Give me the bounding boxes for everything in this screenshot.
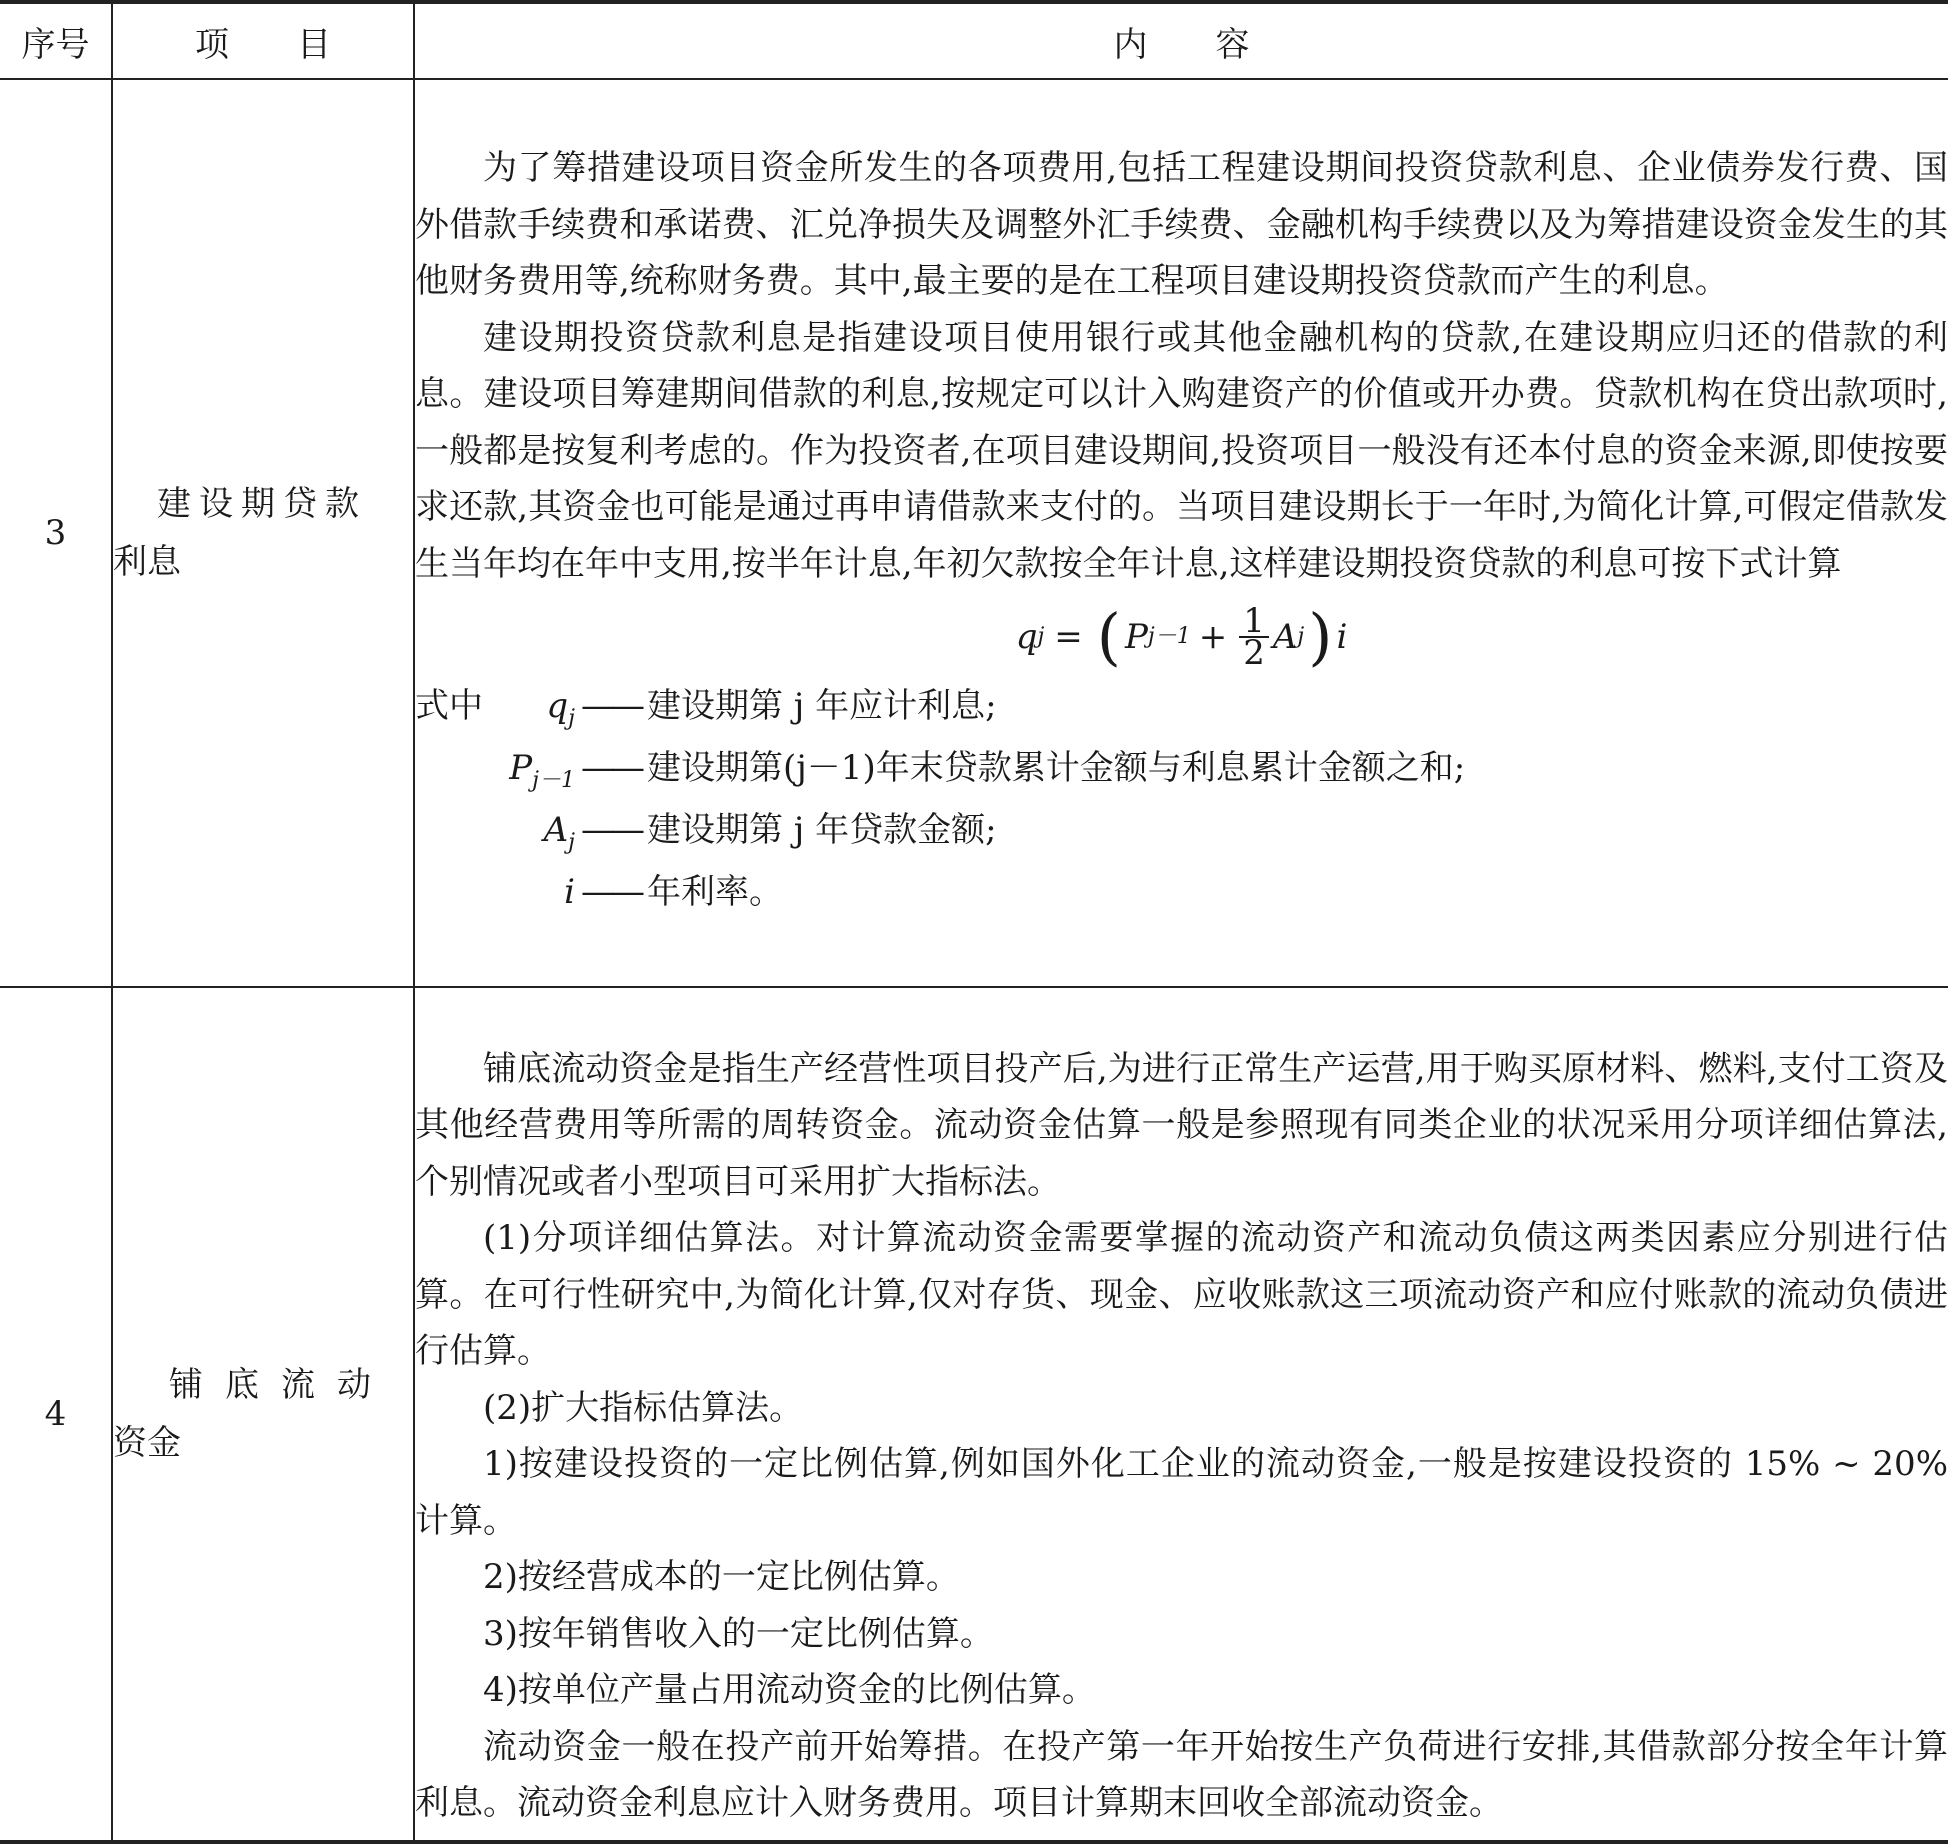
definition-item: [415, 678, 1948, 740]
table-row: [0, 79, 1948, 987]
content-paragraph: (1)分项详细估算法。对计算流动资金需要掌握的流动资产和流动负债这两类因素应分别进行估算。在可行性研究中,为简化计算,仅对存货、现金、应收账款这三项流动资产和应付账款的流动负债进行估算。: [415, 1218, 1948, 1371]
formula-a-sub: j: [1297, 623, 1305, 649]
def-symbol: $P_{j-1}$: [509, 748, 575, 793]
formula-frac-den: 2: [1243, 633, 1265, 673]
formula-p-sub: j－1: [1147, 623, 1191, 649]
formula-a: A: [1272, 616, 1298, 657]
def-symbol: i: [564, 872, 575, 912]
formula-paren-open: (: [1096, 600, 1121, 673]
row-item-line2: 利息: [113, 542, 181, 582]
header-item: 项 目: [112, 2, 414, 79]
content-paragraph: 建设期投资贷款利息是指建设项目使用银行或其他金融机构的贷款,在建设期应归还的借款的利息。建设项目筹建期间借款的利息,按规定可以计入购建资产的价值或开办费。贷款机构在贷出款项时,一般都是按复利考虑的。作为投资者,在项目建设期间,投资项目一般没有还本付息的资金来源,即使按要求还款,其资金也可能是通过再申请借款来支付的。当项目建设期长于一年时,为简化计算,可假定借款发生当年均在年中支用,按半年计息,年初欠款按全年计息,这样建设期投资贷款的利息可按下式计算: [415, 317, 1948, 584]
content-paragraph: 2)按经营成本的一定比例估算。: [483, 1557, 960, 1597]
def-dash: ——: [581, 748, 641, 788]
formula-p: P: [1124, 616, 1148, 657]
formula-lhs: q: [1015, 616, 1038, 657]
formula-paren-close: ): [1308, 600, 1333, 673]
def-text: 建设期第 j 年应计利息;: [647, 686, 997, 726]
formula-i: i: [1336, 616, 1348, 657]
def-dash: ——: [581, 810, 641, 850]
definition-item: [415, 864, 1948, 926]
content-paragraph: 1)按建设投资的一定比例估算,例如国外化工企业的流动资金,一般是按建设投资的 15% ~ 20% 计算。: [415, 1444, 1948, 1541]
row-item-line1: 铺底流动: [169, 1365, 393, 1405]
content-paragraph: 3)按年销售收入的一定比例估算。: [483, 1613, 994, 1654]
formula-plus: +: [1198, 616, 1228, 657]
def-dash: ——: [581, 686, 641, 726]
definition-item: [415, 740, 1948, 802]
interest-formula: [415, 602, 1948, 672]
formula-eq: =: [1054, 616, 1083, 657]
def-symbol: $A_j$: [543, 810, 575, 855]
def-text: 年利率。: [647, 872, 783, 912]
row-content: [414, 79, 1948, 987]
formula-fraction: [1239, 601, 1269, 673]
formula-frac-num: 1: [1239, 606, 1269, 638]
table-row: [0, 987, 1948, 1842]
content-paragraph: 4)按单位产量占用流动资金的比例估算。: [483, 1670, 1096, 1710]
def-text: 建设期第(j－1)年末贷款累计金额与利息累计金额之和;: [647, 748, 1466, 788]
def-dash: ——: [581, 872, 641, 912]
row-item: [112, 987, 414, 1842]
row-content: [414, 987, 1948, 1842]
content-paragraph: 流动资金一般在投产前开始筹措。在投产第一年开始按生产负荷进行安排,其借款部分按全年计算利息。流动资金利息应计入财务费用。项目计算期末回收全部流动资金。: [415, 1726, 1948, 1823]
content-paragraph: 为了筹措建设项目资金所发生的各项费用,包括工程建设期间投资贷款利息、企业债券发行费、国外借款手续费和承诺费、汇兑净损失及调整外汇手续费、金融机构手续费以及为筹措建设资金发生的其他财务费用等,统称财务费。其中,最主要的是在工程项目建设期投资贷款而产生的利息。: [415, 148, 1948, 301]
definition-item: [415, 802, 1948, 864]
formula-definitions: [415, 678, 1948, 926]
row-serial: 3: [0, 79, 112, 987]
row-serial: 4: [0, 987, 112, 1842]
def-symbol: $q_j$: [546, 686, 575, 731]
row-item-line1: 建设期贷款: [157, 484, 367, 524]
row-item: [112, 79, 414, 987]
content-paragraph: (2)扩大指标估算法。: [483, 1387, 804, 1428]
header-serial: 序号: [0, 2, 112, 79]
table-header-row: [0, 2, 1948, 79]
formula-lhs-sub: j: [1037, 623, 1045, 649]
header-content: 内 容: [414, 2, 1948, 79]
row-item-line2: 资金: [113, 1423, 181, 1463]
content-paragraph: 铺底流动资金是指生产经营性项目投产后,为进行正常生产运营,用于购买原材料、燃料,支付工资及其他经营费用等所需的周转资金。流动资金估算一般是参照现有同类企业的状况采用分项详细估算法,个别情况或者小型项目可采用扩大指标法。: [415, 1048, 1948, 1202]
def-text: 建设期第 j 年贷款金额;: [647, 810, 997, 850]
definitions-lead: 式中: [415, 686, 483, 726]
